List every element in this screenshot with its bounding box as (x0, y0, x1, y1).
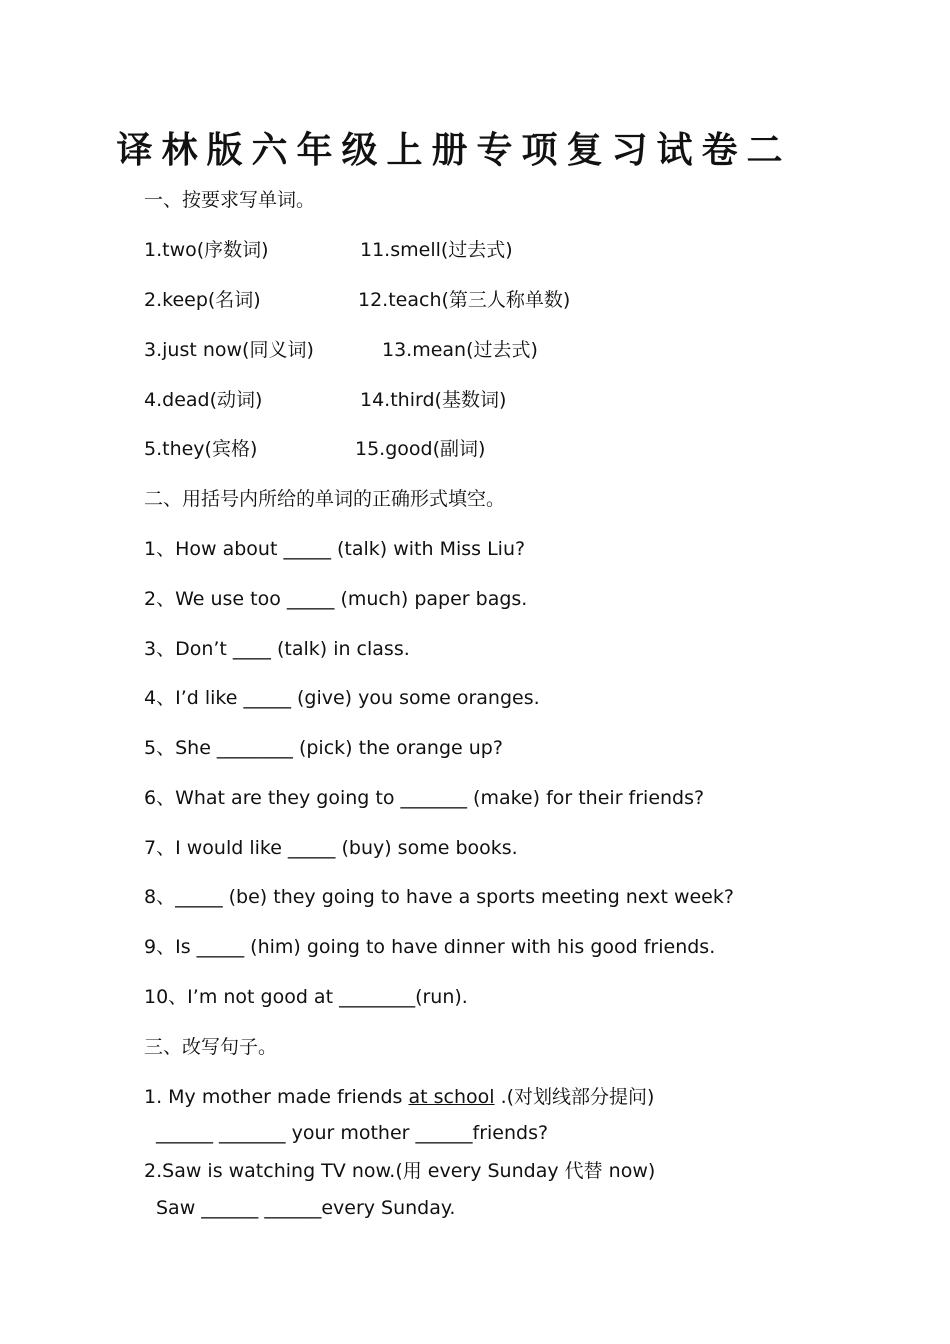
section-2-item: 3、Don’t ____ (talk) in class. (144, 638, 410, 660)
section-3-question-2: 2.Saw is watching TV now.(用 every Sunday 代替 now) (144, 1160, 656, 1182)
section-3-heading: 三、改写句子。 (144, 1036, 278, 1058)
section-2-item: 9、Is _____ (him) going to have dinner with his good friends. (144, 936, 716, 958)
section-3-question-1 (144, 1085, 654, 1109)
section-1-item-1: 1.two(序数词) (144, 239, 269, 261)
section-1-item-4: 4.dead(动词) (144, 389, 263, 411)
section-1-item-2: 2.keep(名词) (144, 289, 261, 311)
section-1-item-12: 12.teach(第三人称单数) (358, 289, 571, 311)
section-2-item: 1、How about _____ (talk) with Miss Liu? (144, 538, 526, 560)
section-1-item-15: 15.good(副词) (355, 438, 486, 460)
section-1-item-13: 13.mean(过去式) (382, 339, 538, 361)
question-1-prefix: 1. My mother made friends (144, 1086, 409, 1108)
section-2-item: 10、I’m not good at ________(run). (144, 986, 468, 1008)
section-2-item: 5、She ________ (pick) the orange up? (144, 737, 503, 759)
section-1-item-3: 3.just now(同义词) (144, 339, 314, 361)
section-1-item-11: 11.smell(过去式) (360, 239, 513, 261)
question-1-underlined-phrase: at school (408, 1086, 495, 1108)
section-2-item: 7、I would like _____ (buy) some books. (144, 837, 518, 859)
section-2-item: 8、_____ (be) they going to have a sports meeting next week? (144, 886, 734, 908)
page-title: 译林版六年级上册专项复习试卷二 (116, 129, 792, 171)
section-2-item: 6、What are they going to _______ (make) for their friends? (144, 787, 705, 809)
section-1-item-5: 5.they(宾格) (144, 438, 258, 460)
section-2-item: 2、We use too _____ (much) paper bags. (144, 588, 528, 610)
section-1-item-14: 14.third(基数词) (360, 389, 507, 411)
question-1-suffix: .(对划线部分提问) (494, 1086, 655, 1108)
section-2-item: 4、I’d like _____ (give) you some oranges. (144, 687, 540, 709)
section-3-answer-2: Saw ______ ______every Sunday. (156, 1197, 456, 1219)
section-2-heading: 二、用括号内所给的单词的正确形式填空。 (144, 488, 506, 510)
section-1-heading: 一、按要求写单词。 (144, 189, 316, 211)
section-3-answer-1: ______ _______ your mother ______friends? (156, 1122, 549, 1144)
